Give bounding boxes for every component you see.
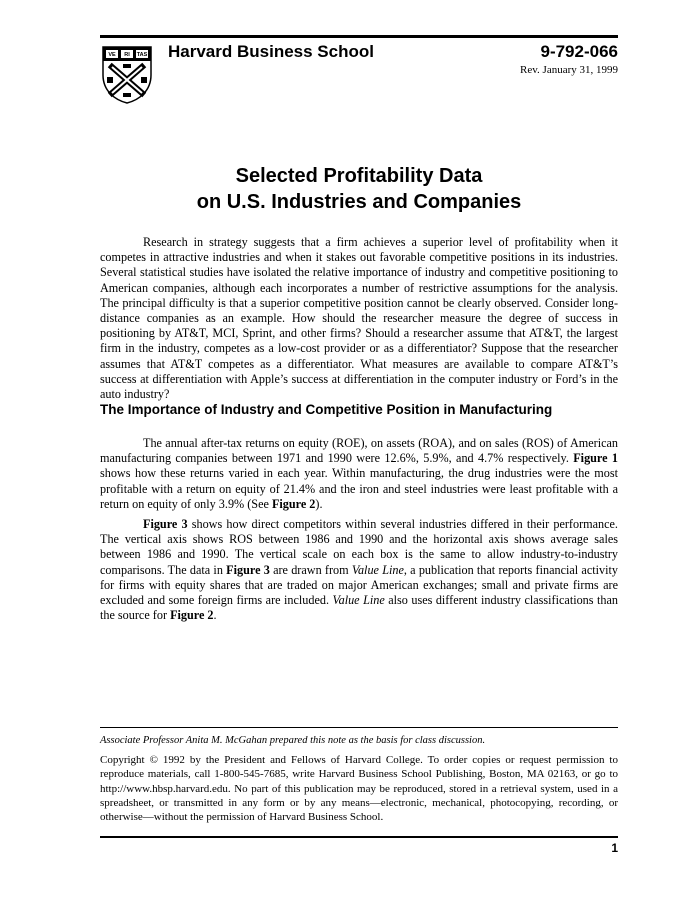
paragraph-text: also uses different industry classifications than the source for [100, 593, 618, 623]
figure-reference: Figure 2 [170, 608, 214, 623]
shield-motto-word: VE [108, 52, 116, 58]
title-line-1: Selected Profitability Data [235, 165, 483, 187]
figure-reference: Figure 1 [573, 451, 618, 466]
author-footnote: Associate Professor Anita M. McGahan prepared this note as the basis for class discussion. [100, 735, 486, 746]
paragraph-text: . [213, 608, 217, 623]
shield-motto-word: RI [124, 52, 130, 58]
header-top-rule [100, 35, 618, 38]
footer-rule [100, 727, 618, 728]
intro-paragraph [100, 235, 618, 402]
copyright-notice: Copyright © 1992 by the President and Fellows of Harvard College. To order copies or request permission to reproduce materials, call 1-800-545-7685, write Harvard Business School Publishing, Boston, MA 02163, or go to http://www.hbsp.harvard.edu. No part of this publication may be reproduced, stored in a retrieval system, used in a spreadsheet, or transmitted in any form or by any means—electronic, mechanical, photocopying, recording, or otherwise—without the permission of Harvard Business School. [100, 754, 618, 824]
paragraph-text: , a publication that reports financial activity for firms with equity shares that are traded on major American exchanges; small and private firms are excluded and some foreign firms are included. [100, 562, 618, 608]
section-heading: The Importance of Industry and Competitive Position in Manufacturing [100, 402, 553, 417]
figure-reference: Figure 3 [143, 517, 188, 531]
harvard-shield-icon [101, 45, 153, 105]
competitors-paragraph [100, 517, 618, 623]
paragraph-text: ). [315, 496, 323, 511]
publication-name: Value Line [332, 593, 385, 608]
paragraph-text: are drawn from [269, 562, 352, 577]
revision-date: Rev. January 31, 1999 [520, 64, 618, 76]
publication-name: Value Line [351, 562, 404, 577]
returns-paragraph [100, 436, 618, 512]
page-number: 1 [611, 841, 618, 855]
school-name: Harvard Business School [168, 42, 374, 61]
paragraph-text: shows how these returns varied in each year. Within manufacturing, the drug industries were the most profitable with a return on equity of 21.4% and the iron and steel industries were least profitable with a return on equity of only 3.9% (See [100, 466, 618, 511]
title-line-2: on U.S. Industries and Companies [196, 191, 522, 213]
paragraph-text: shows how direct competitors within several industries differed in their performance. The vertical axis shows ROS between 1986 and 1990 and the horizontal axis shows average sales between 1986 and 1990. The vertical scale on each box is the same to allow industry-to-industry comparisons. The data in [100, 517, 618, 577]
figure-reference: Figure 3 [226, 562, 270, 577]
bottom-rule [100, 836, 618, 838]
document-number: 9-792-066 [540, 42, 618, 61]
figure-reference: Figure 2 [271, 496, 316, 511]
shield-motto-word: TAS [136, 52, 148, 58]
paragraph-text: The annual after-tax returns on equity (ROE), on assets (ROA), and on sales (ROS) of American manufacturing companies between 1971 and 1990 were 12.6%, 5.9%, and 4.7% respectively. [100, 436, 618, 466]
paragraph-text: Research in strategy suggests that a firm achieves a superior level of profitability when it competes in attractive industries and when it stakes out favorable competitive positions in its industries. Several statistical studies have isolated the relative importance of industry and competitive positioning to American companies, although each incorporates a number of restrictive assumptions for the analysis. The principal difficulty is that a superior competitive position cannot be clearly observed. Consider long-distance companies as an example. How should the researcher measure the degree of success in positioning by AT&T, MCI, Sprint, and other firms? Should a researcher assume that AT&T, the largest firm in the industry, competes as a low-cost provider or as a differentiator? Suppose that the researcher assumes that AT&T competes as a differentiator. What measures are available to compare AT&T’s success at differentiation with Apple’s success at differentiation in the computer industry or Ford’s in the auto industry? [100, 235, 618, 402]
page-title [100, 163, 618, 215]
